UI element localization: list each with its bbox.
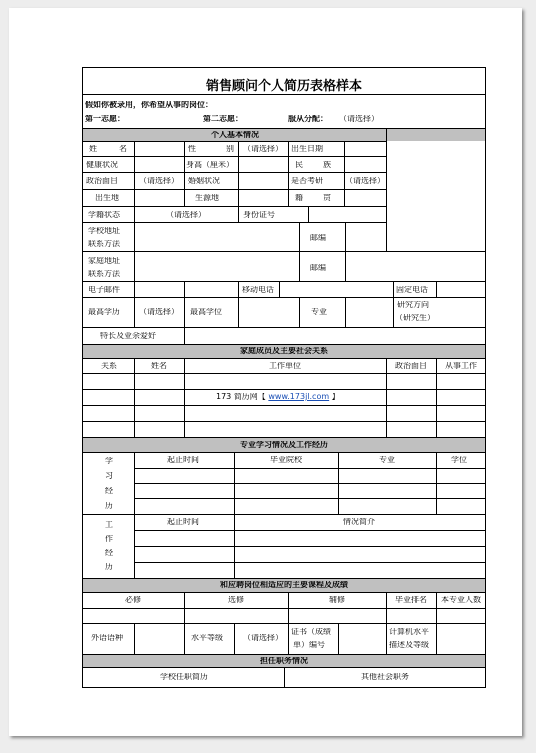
watermark-link[interactable]: www.173jl.com xyxy=(268,393,330,401)
email-label: 电子邮件 xyxy=(88,286,120,294)
id-label: 身份证号 xyxy=(243,211,275,219)
watermark xyxy=(216,393,340,401)
study-label-4: 历 xyxy=(105,502,113,510)
obey-select[interactable]: （请选择） xyxy=(339,115,379,123)
degree-select[interactable]: （请选择） xyxy=(139,308,179,316)
first-wish-label: 第一志愿： xyxy=(85,115,125,123)
work-label-1: 工 xyxy=(105,521,113,529)
duty-social-label: 其他社会职务 xyxy=(361,673,409,681)
nation-label-b: 族 xyxy=(323,161,331,169)
intro-question: 假如你被录用，你希望从事的岗位： xyxy=(85,101,213,109)
gender-select[interactable]: （请选择） xyxy=(243,145,283,153)
study-label-2: 习 xyxy=(105,472,113,480)
section-courses: 和应聘岗位相适应的主要课程及成绩 xyxy=(220,581,348,589)
zip-label-2: 邮编 xyxy=(310,264,326,272)
study-col-major: 专业 xyxy=(379,456,395,464)
school-addr-label-1: 学校地址 xyxy=(88,227,120,235)
section-duties: 担任职务情况 xyxy=(260,657,308,665)
section-basic: 个人基本情况 xyxy=(211,131,259,139)
study-col-school: 毕业院校 xyxy=(270,456,302,464)
exam-select[interactable]: （请选择） xyxy=(345,177,385,185)
form-title: 销售顾问个人简历表格样本 xyxy=(205,79,363,94)
school-addr-label-2: 联系方法 xyxy=(88,240,120,248)
native-label-a: 籍 xyxy=(295,194,303,202)
obey-label: 服从分配： xyxy=(288,115,328,123)
work-label-2: 作 xyxy=(105,535,113,543)
work-col-period: 起止时间 xyxy=(167,518,199,526)
major-label: 专业 xyxy=(311,308,327,316)
section-study-work: 专业学习情况及工作经历 xyxy=(240,441,328,449)
name-label-b: 名 xyxy=(119,145,127,153)
course-col-count: 本专业人数 xyxy=(441,596,481,604)
watermark-prefix: 173 简历网【 xyxy=(216,393,269,401)
watermark-suffix: 】 xyxy=(329,393,340,401)
top-degree-label: 最高学位 xyxy=(190,308,222,316)
section-family: 家庭成员及主要社会关系 xyxy=(240,347,328,355)
zip-label-1: 邮编 xyxy=(310,234,326,242)
nation-label-a: 民 xyxy=(295,161,303,169)
level-select[interactable]: （请选择） xyxy=(243,634,283,642)
birthplace-label: 出生地 xyxy=(95,194,119,202)
study-label-1: 学 xyxy=(105,457,113,465)
birth-label: 出生日期 xyxy=(291,145,323,153)
mobile-label: 移动电话 xyxy=(242,286,274,294)
status-label: 学籍状态 xyxy=(88,211,120,219)
exam-label: 是否考研 xyxy=(291,177,323,185)
study-label-3: 经 xyxy=(105,487,113,495)
resume-form xyxy=(82,67,486,688)
course-col-elective: 选修 xyxy=(228,596,244,604)
native-label-b: 贯 xyxy=(323,194,331,202)
home-addr-label-1: 家庭地址 xyxy=(88,257,120,265)
level-label: 水平等级 xyxy=(191,634,223,642)
home-addr-label-2: 联系方法 xyxy=(88,270,120,278)
work-label-4: 历 xyxy=(105,563,113,571)
hobby-label: 特长及业余爱好 xyxy=(100,332,156,340)
marriage-label: 婚姻状况 xyxy=(188,177,220,185)
language-label: 外语语种 xyxy=(91,634,123,642)
research-label-1: 研究方向 xyxy=(397,301,429,309)
cert-label-1: 证书（成绩 xyxy=(291,628,331,636)
health-label: 健康状况 xyxy=(86,161,118,169)
work-label-3: 经 xyxy=(105,549,113,557)
course-col-rank: 毕业排名 xyxy=(395,596,427,604)
duty-school-label: 学校任职简历 xyxy=(160,673,208,681)
status-select[interactable]: （请选择） xyxy=(166,211,206,219)
gender-label-a: 性 xyxy=(188,145,196,153)
phone-label: 固定电话 xyxy=(396,286,428,294)
height-label: 身高（厘米） xyxy=(186,161,234,169)
name-label-a: 姓 xyxy=(89,145,97,153)
study-col-period: 起止时间 xyxy=(167,456,199,464)
gender-label-b: 别 xyxy=(226,145,234,153)
family-col-relation: 关系 xyxy=(101,362,117,370)
band-basic xyxy=(83,128,485,141)
course-col-required: 必修 xyxy=(125,596,141,604)
politics-select[interactable]: （请选择） xyxy=(139,177,179,185)
family-col-job: 从事工作 xyxy=(445,362,477,370)
degree-label: 最高学历 xyxy=(88,308,120,316)
politics-label: 政治面目 xyxy=(86,177,118,185)
origin-label: 生源地 xyxy=(195,194,219,202)
cs-label-2: 描述及等级 xyxy=(389,641,429,649)
cs-label-1: 计算机水平 xyxy=(389,628,429,636)
family-col-politics: 政治面目 xyxy=(395,362,427,370)
family-col-workplace: 工作单位 xyxy=(269,362,301,370)
research-label-2: （研究生） xyxy=(395,314,435,322)
second-wish-label: 第二志愿： xyxy=(203,115,243,123)
work-col-summary: 情况简介 xyxy=(343,518,375,526)
course-col-minor: 辅修 xyxy=(329,596,345,604)
study-col-degree: 学位 xyxy=(451,456,467,464)
cert-label-2: 单）编号 xyxy=(293,641,325,649)
family-col-name: 姓名 xyxy=(151,362,167,370)
